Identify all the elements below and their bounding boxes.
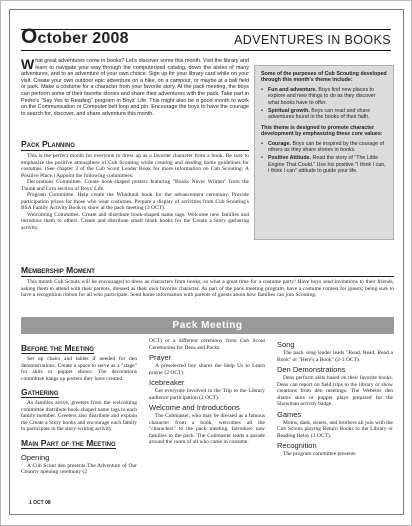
- purpose-term: Fun and adventure.: [268, 86, 317, 93]
- column-2: [149, 338, 265, 446]
- intro-dropcap: W: [21, 56, 35, 72]
- bullet-icon: •: [261, 108, 263, 115]
- purpose-text: Boys can read and share adventures found in the books of their faith.: [268, 108, 371, 121]
- song-text: The pack song leader leads "Read, Read, Read a Book" or "Here's a Book" (2-3 OCT).: [277, 350, 393, 363]
- main-part-heading: Main Part of the Meeting: [21, 437, 116, 448]
- pack-planning-heading: Pack Planning: [21, 139, 249, 151]
- month-initial: O: [21, 25, 38, 48]
- gathering-text: As families arrive, greeters from the welcoming committee distribute book-shaped name tags to each family member. Greeters also distribute and explain the Create a Story books and encourage each family to participate in the story-writing activity.: [21, 400, 137, 432]
- pack-meeting-columns: [21, 338, 394, 498]
- opening-continued-text: OCT) or a different ceremony from Cub Scout Ceremonies for Dens and Packs.: [149, 338, 265, 351]
- intro-text: hat great adventures come in books? Let's discover some this month. Visit the library and learn to navigate your way through the computerized catalog, down the aisles of many adventures, and to an adventure of your own choice. Sign up for your library card while on your visit. Create your own outdoor epic adventure on a hike, on a campout, or maybe at a ball field or park. Make a costume for a character from your favorite story. At the pack meeting, the boys can perform some of their favorite stories and share their adventures with the pack. Take part in Pedro's "Say Yes to Reading" program in Boys' Life. This might also be a good month to work on the Communication or Computer belt loop and pin. Encourage the boys to have the courage to search for, discover, and share adventure this month.: [21, 58, 249, 117]
- purpose-text: Boys find new places to explore and new things to do as they discover what books have to offer.: [268, 86, 376, 106]
- prayer-text: A preselected boy shares the Help Us to Learn prayer (2 OCT).: [149, 363, 265, 376]
- column-3: [277, 338, 393, 458]
- masthead: [21, 25, 391, 51]
- page-folio: 1 OCT 08: [29, 500, 51, 506]
- value-text: Boys can be inspired by the courage of others as they share stories in books.: [268, 140, 385, 154]
- recognition-text: The program committee presents: [283, 451, 356, 457]
- den-demonstrations-subheading: Den Demonstrations: [277, 365, 346, 374]
- opening-text: A Cub Scout den presents The Adventure of Our Country opening ceremony (2: [21, 462, 137, 475]
- bullet-icon: •: [261, 86, 263, 93]
- membership-moment-heading: Membership Moment: [21, 265, 394, 277]
- before-meeting-text: Set up chairs and tables if needed for den demonstrations. Create a space to serve as a "stage" for skits or puppet shows. The decorations committee hangs up posters they have created.: [21, 356, 137, 382]
- recognition-subheading: Recognition: [277, 441, 317, 450]
- icebreaker-subheading: Icebreaker: [149, 378, 185, 387]
- membership-moment-text: This month Cub Scouts will be encouraged to dress as characters from books, so what a great time for a costume party! Have boys send invitations to their friends, asking them to attend with their parents, dressed as their own favorite character. As part of the pack meeting program, have a costume contest for guests; being sure to have a recognition ribbon for all who participate. Send home information with parents of guests about how families can join Scouting.: [21, 279, 394, 298]
- pack-planning-paragraph: Decorations Committee. Create book-shaped posters featuring "Books Never Written" from the Thunk and Grin section of Boys' Life.: [21, 179, 249, 192]
- bullet-icon: •: [261, 140, 263, 147]
- bullet-icon: •: [261, 155, 263, 162]
- value-term: Courage.: [268, 140, 291, 147]
- value-term: Positive Attitude.: [268, 155, 312, 162]
- column-1: [21, 338, 137, 476]
- sidebar-heading-purposes: Some of the purposes of Cub Scouting developed through this month's theme include:: [261, 71, 387, 84]
- pack-planning-paragraph: This is the perfect month for everyone to dress up as a favorite character from a book. Be sure to emphasize the positive atmosphere of Cub Scouting while creating and sending home guidelines for costumes. (See chapter 3 of the Cub Scout Leader Book for more information on Cub Scouting: A Positive Place.) Appoint the following committees:: [21, 153, 249, 179]
- month-title: [21, 25, 129, 49]
- section-title: ADVENTURES IN BOOKS: [234, 33, 391, 47]
- purpose-term: Spiritual growth.: [268, 108, 310, 115]
- values-list: [261, 141, 387, 175]
- value-text: Read the story of "The Little Engine That Could." Use his positive "I think I can, I think I can" attitude to guide your life.: [268, 155, 386, 175]
- icebreaker-text: Get everyone involved in the Trip to the Library audience participation (2 OCT).: [149, 388, 265, 401]
- den-demonstrations-text: Dens perform skits based on their favorite books. Dens can report on field trips to the library or show creations from den meetings. The Webelos den shares skits or puppet plays prepared for the Showman activity badge.: [277, 375, 393, 407]
- purposes-list: [261, 87, 387, 121]
- before-meeting-heading: Before the Meeting: [21, 343, 94, 353]
- gathering-heading: Gathering: [21, 387, 59, 397]
- prayer-subheading: Prayer: [149, 353, 172, 362]
- games-subheading: Games: [277, 409, 302, 419]
- welcome-text: The Cubmaster, who may be dressed as a famous character from a book, welcomes all the "characters" to the pack meeting. Introduce new families to the pack. The Cubmaster leads a parade around the room of all who came in costume.: [149, 413, 265, 445]
- intro-paragraph: [21, 58, 249, 117]
- membership-moment-section: [21, 265, 394, 299]
- purpose-item: [261, 87, 387, 106]
- pack-meeting-banner: [21, 317, 394, 334]
- welcome-subheading: Welcome and Introductions: [149, 403, 240, 412]
- value-item: [261, 155, 387, 174]
- games-text: Moms, dads, sisters, and brothers all join with the Cub Scouts playing Return Books to the Library or Reading Relay (3 OCT).: [277, 419, 393, 439]
- sidebar-heading-values: This theme is designed to promote character development by emphasizing these core values:: [261, 124, 383, 138]
- value-item: [261, 141, 387, 154]
- purpose-item: [261, 108, 387, 121]
- pack-planning-paragraph: Welcoming Committee. Create and distribute book-shaped name tags. Welcome new families and introduce them to others. Create and distribute small blank books for the Create a Story gathering activity.: [21, 211, 249, 231]
- pack-planning-paragraph: Program Committee. Help create the Whodunit book for the advancement ceremony. Provide participation prizes for those who wear costumes. Prepare a display of activities from Cub Scouting's BSA Family Activity Book to show at the pack meeting (3 OCT).: [21, 192, 249, 211]
- opening-subheading: Opening: [21, 452, 50, 462]
- month-rest: ctober 2008: [37, 30, 129, 47]
- pack-planning-section: [21, 139, 249, 231]
- purposes-sidebar: [254, 65, 394, 240]
- pack-meeting-title: Pack Meeting: [172, 320, 243, 331]
- song-subheading: Song: [277, 340, 295, 349]
